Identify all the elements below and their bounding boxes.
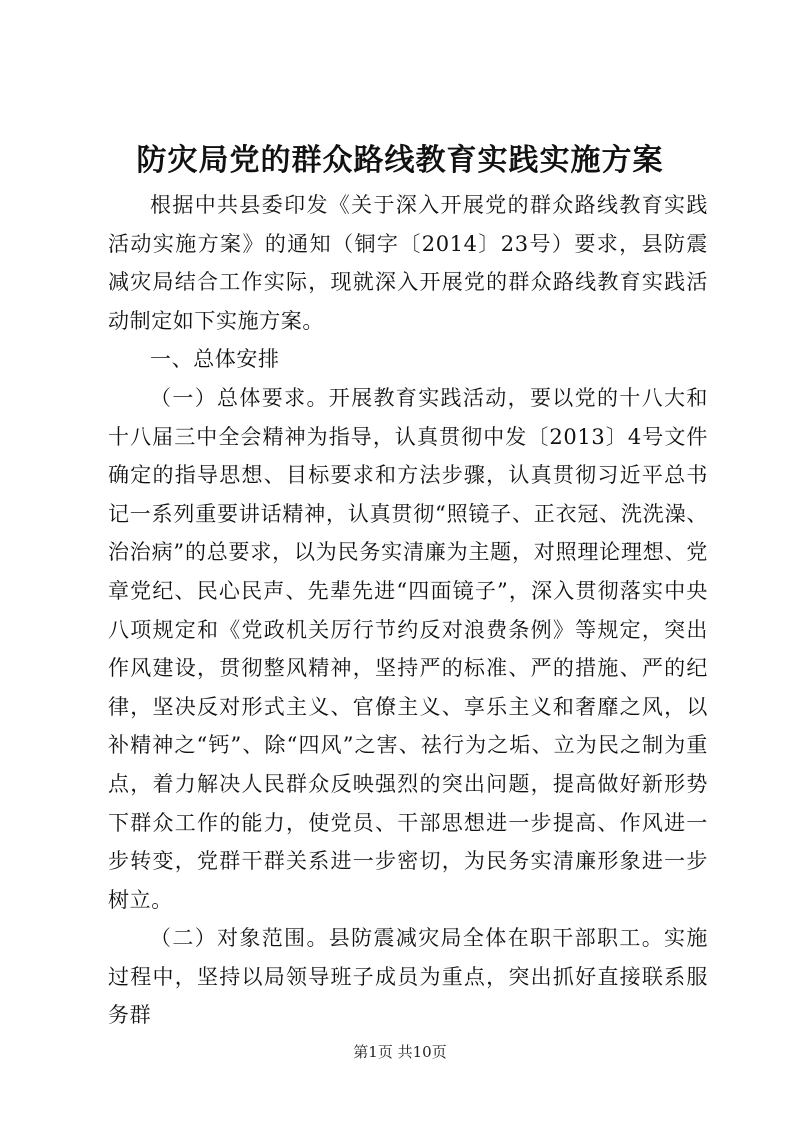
paragraph-overall-requirements: （一）总体要求。开展教育实践活动，要以党的十八大和十八届三中全会精神为指导，认真贯彻中发〔2013〕4号文件确定的指导思想、目标要求和方法步骤，认真贯彻习近平总书记一系列重要讲话精神，认真贯彻“照镜子、正衣冠、洗洗澡、治治病”的总要求，以为民务实清廉为主题，对照理论理想、党章党纪、民心民声、先辈先进“四面镜子”，深入贯彻落实中央八项规定和《党政机关厉行节约反对浪费条例》等规定，突出作风建设，贯彻整风精神，坚持严的标准、严的措施、严的纪律，坚决反对形式主义、官僚主义、享乐主义和奢靡之风，以补精神之“钙”、除“四风”之害、祛行为之垢、立为民之制为重点，着力解决人民群众反映强烈的突出问题，提高做好新形势下群众工作的能力，使党员、干部思想进一步提高、作风进一步转变，党群干群关系进一步密切，为民务实清廉形象进一步树立。 bbox=[108, 385, 708, 912]
document-body bbox=[108, 186, 708, 1035]
section-heading-overall-arrangement: 一、总体安排 bbox=[150, 347, 280, 372]
document-title: 防灾局党的群众路线教育实践实施方案 bbox=[136, 143, 664, 178]
paragraph-target-scope: （二）对象范围。县防震减灾局全体在职干部职工。实施过程中，坚持以局领导班子成员为重点，突出抓好直接联系服务群 bbox=[108, 926, 708, 1028]
page-number-label: 第1页 共10页 bbox=[353, 1043, 447, 1061]
page-footer bbox=[0, 1042, 800, 1062]
paragraph-intro: 根据中共县委印发《关于深入开展党的群众路线教育实践活动实施方案》的通知（铜字〔2014〕23号）要求，县防震减灾局结合工作实际，现就深入开展党的群众路线教育实践活动制定如下实施方案。 bbox=[108, 193, 708, 333]
